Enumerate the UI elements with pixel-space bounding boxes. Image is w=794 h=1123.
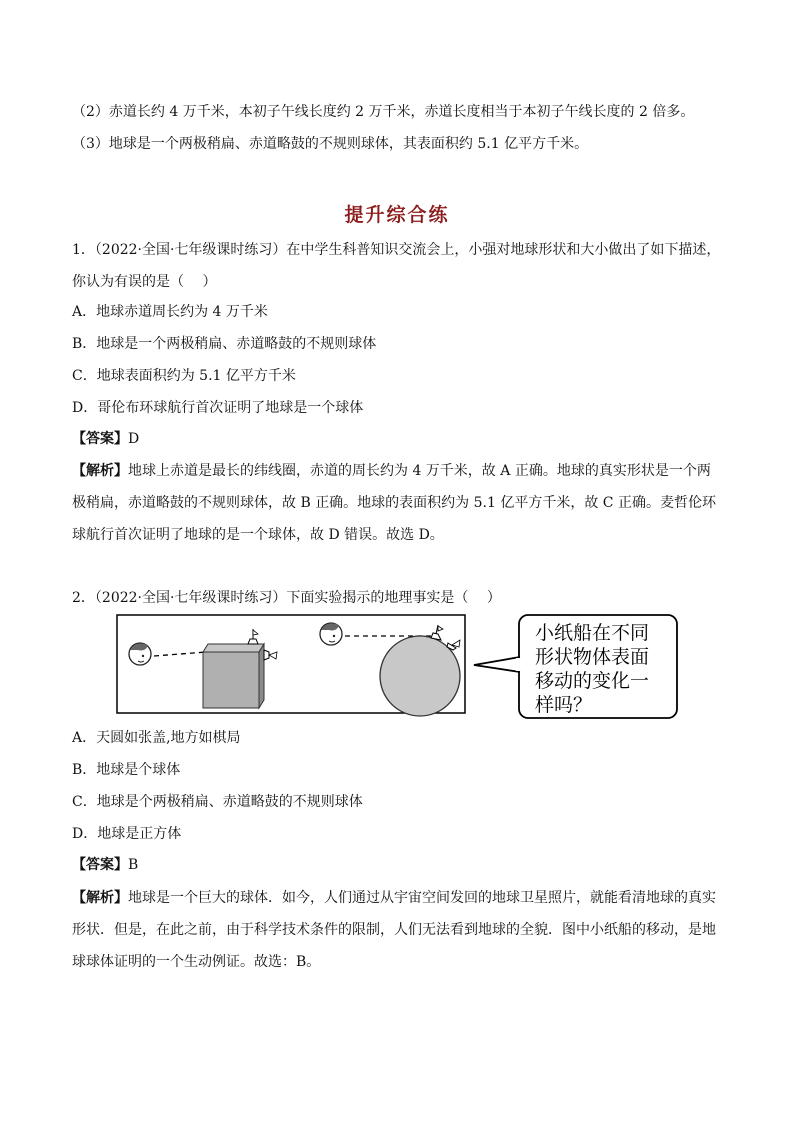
analysis-text: 地球上赤道是最长的纬线圈，赤道的周长约为 4 万千米，故 A 正确。地球的真实形状是一个两极稍扁，赤道略鼓的不规则球体，故 B 正确。地球的表面积约为 5.1 亿平方千米，故 C 正确。麦哲伦环球航行首次证明了地球的是一个球体，故 D 错误。故选 D。 xyxy=(72,463,716,543)
bubble-line-1: 小纸船在不同 xyxy=(535,622,650,644)
question-1-analysis xyxy=(72,455,724,551)
analysis-tag: 【解析】 xyxy=(72,463,128,479)
question-1-option-b: B．地球是一个两极稍扁、赤道略鼓的不规则球体 xyxy=(72,336,377,352)
question-1-option-c: C．地球表面积约为 5.1 亿平方千米 xyxy=(72,368,296,384)
bubble-line-2: 形状物体表面 xyxy=(535,646,650,668)
bubble-line-4: 样吗？ xyxy=(535,694,593,716)
question-2-option-a: A．天圆如张盖,地方如棋局 xyxy=(72,730,241,746)
section-title: 提升综合练 xyxy=(344,204,450,226)
question-2-stem: 2．（2022·全国·七年级课时练习）下面实验揭示的地理事实是（ ） xyxy=(72,590,501,606)
question-1-stem: 1．（2022·全国·七年级课时练习）在中学生科普知识交流会上，小强对地球形状和大小做出了如下描述，你认为有误的是（ ） xyxy=(72,242,721,290)
question-1-option-d: D．哥伦布环球航行首次证明了地球是一个球体 xyxy=(72,400,364,416)
observer-head-icon-1 xyxy=(129,643,151,665)
intro-item-2: （2）赤道长约 4 万千米，本初子午线长度约 2 万千米，赤道长度相当于本初子午线长度的 2 倍多。 xyxy=(72,104,695,120)
question-1-option-a: A．地球赤道周长约为 4 万千米 xyxy=(72,304,268,320)
question-2-option-d: D．地球是正方体 xyxy=(72,826,182,842)
question-2-option-c: C．地球是个两极稍扁、赤道略鼓的不规则球体 xyxy=(72,794,363,810)
answer-tag: 【答案】 xyxy=(72,857,128,873)
answer-value: B xyxy=(128,857,139,873)
experiment-illustration xyxy=(116,612,678,722)
question-2-analysis xyxy=(72,882,724,978)
answer-value: D xyxy=(128,431,140,447)
question-2-option-b: B．地球是个球体 xyxy=(72,762,181,778)
question-1-answer xyxy=(72,429,724,449)
answer-tag: 【答案】 xyxy=(72,431,128,447)
analysis-tag: 【解析】 xyxy=(72,890,128,906)
observer-head-icon-2 xyxy=(320,623,342,645)
cube-object xyxy=(203,644,264,708)
bubble-line-3: 移动的变化一 xyxy=(535,670,650,692)
question-2-answer xyxy=(72,855,724,875)
experiment-figure xyxy=(116,612,678,722)
analysis-text: 地球是一个巨大的球体．如今，人们通过从宇宙空间发回的地球卫星照片，就能看清地球的真实形状．但是，在此之前，由于科学技术条件的限制，人们无法看到地球的全貌．图中小纸船的移动，是地球球体证明的一个生动例证。故选：B。 xyxy=(72,890,716,970)
intro-item-3: （3）地球是一个两极稍扁、赤道略鼓的不规则球体，其表面积约 5.1 亿平方千米。 xyxy=(72,136,589,152)
